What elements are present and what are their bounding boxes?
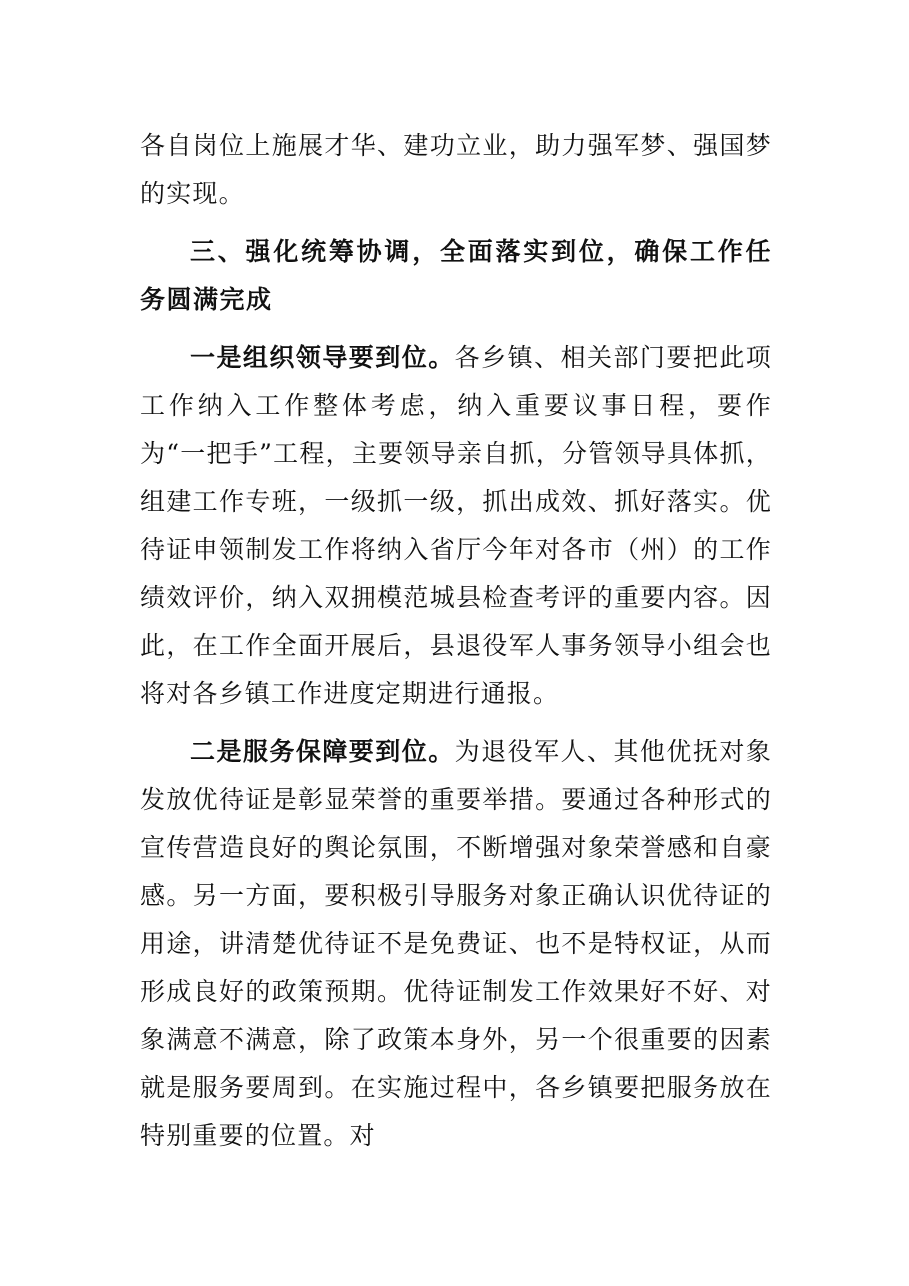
document-body (140, 122, 772, 1160)
section-heading: 三、强化统筹协调，全面落实到位，确保工作任务圆满完成 (140, 237, 772, 314)
point-2-body: 为退役军人、其他优抚对象发放优待证是彰显荣誉的重要举措。要通过各种形式的宣传营造良好的舆论氛围，不断增强对象荣誉感和自豪感。另一方面，要积极引导服务对象正确认识优待证的用途，讲清楚优待证不是免费证、也不是特权证，从而形成良好的政策预期。优待证制发工作效果好不好、对象满意不满意，除了政策本身外，另一个很重要的因素就是服务要周到。在实施过程中，各乡镇要把服务放在特别重要的位置。对 (140, 737, 772, 1150)
point-1-lead: 一是组织领导要到位。 (190, 343, 455, 372)
point-1-body: 各乡镇、相关部门要把此项工作纳入工作整体考虑，纳入重要议事日程，要作为“一把手”工程，主要领导亲自抓，分管领导具体抓，组建工作专班，一级抓一级，抓出成效、抓好落实。优待证申领制发工作将纳入省厅今年对各市（州）的工作绩效评价，纳入双拥模范城县检查考评的重要内容。因此，在工作全面开展后，县退役军人事务领导小组会也将对各乡镇工作进度定期进行通报。 (140, 343, 772, 708)
paragraph-point-2 (140, 728, 772, 1160)
point-2-lead: 二是服务保障要到位。 (190, 737, 455, 766)
paragraph-point-1 (140, 334, 772, 718)
paragraph-continuation: 各自岗位上施展才华、建功立业，助力强军梦、强国梦的实现。 (140, 131, 772, 208)
